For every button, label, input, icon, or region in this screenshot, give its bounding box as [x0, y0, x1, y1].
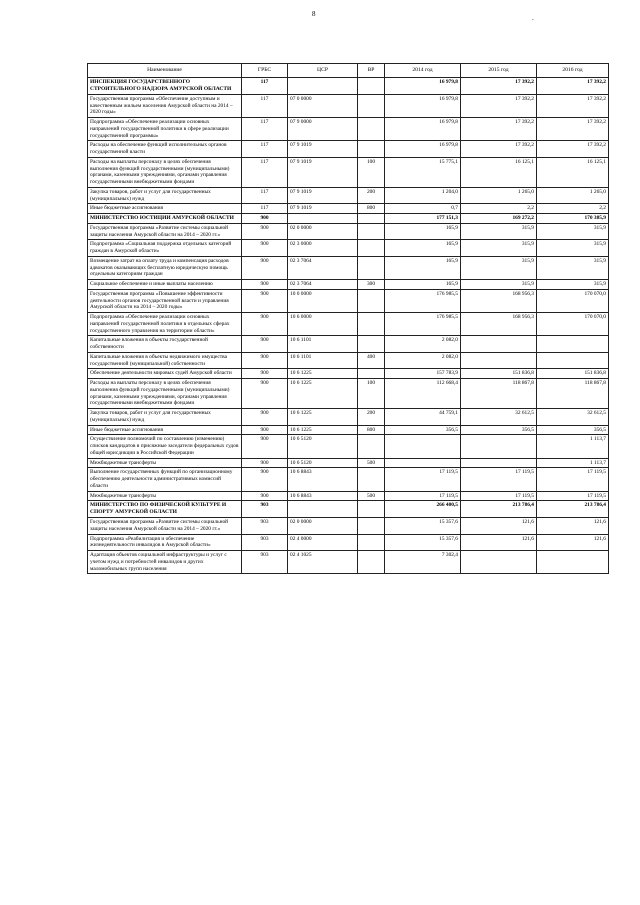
cell-vr	[358, 256, 385, 279]
cell-2016: 17 392,2	[537, 94, 609, 117]
cell-csr: 07 9 0000	[288, 118, 358, 141]
cell-2014: 157 783,9	[385, 369, 461, 379]
table-row	[88, 369, 609, 379]
cell-grbs: 900	[242, 313, 288, 336]
cell-vr: 100	[358, 157, 385, 187]
cell-grbs: 117	[242, 141, 288, 158]
cell-csr: 10 6 8843	[288, 468, 358, 491]
budget-table	[87, 63, 609, 574]
cell-2014: 7 302,4	[385, 551, 461, 574]
cell-csr: 10 6 1225	[288, 425, 358, 435]
cell-2014: 44 759,1	[385, 409, 461, 426]
table-row	[88, 425, 609, 435]
cell-name: Подпрограмма «Обеспечение реализации основных направлений государственной политики в сфере реализации государственной программы»	[88, 118, 242, 141]
cell-grbs: 903	[242, 518, 288, 535]
cell-2015: 169 272,2	[461, 214, 537, 224]
cell-2015: 2,2	[461, 204, 537, 214]
cell-vr: 800	[358, 425, 385, 435]
cell-name: Адаптация объектов социальной инфраструктуры и услуг с учетом нужд и потребностей инвалидов и других маломобильных групп населения	[88, 551, 242, 574]
cell-2016: 315,9	[537, 223, 609, 240]
cell-vr	[358, 78, 385, 95]
cell-csr: 07 9 1019	[288, 204, 358, 214]
cell-grbs: 900	[242, 435, 288, 458]
cell-grbs: 903	[242, 534, 288, 551]
cell-2016	[537, 551, 609, 574]
table-row	[88, 518, 609, 535]
cell-name: Капитальные вложения в объекты государственной собственности	[88, 336, 242, 353]
table-row	[88, 435, 609, 458]
cell-2014: 2 082,0	[385, 336, 461, 353]
cell-2015: 17 392,2	[461, 141, 537, 158]
cell-vr	[358, 518, 385, 535]
header-grbs: ГРБС	[242, 64, 288, 78]
header-2016: 2016 год	[537, 64, 609, 78]
cell-2015: 17 392,2	[461, 94, 537, 117]
cell-2016: 121,6	[537, 534, 609, 551]
cell-grbs: 900	[242, 468, 288, 491]
cell-2016: 356,5	[537, 425, 609, 435]
cell-vr: 300	[358, 280, 385, 290]
cell-name: Выполнение государственных функций по организационному обеспечению деятельности административных комиссий области	[88, 468, 242, 491]
cell-name: Межбюджетные трансферты	[88, 458, 242, 468]
cell-vr	[358, 369, 385, 379]
cell-2016: 118 867,8	[537, 379, 609, 409]
cell-vr: 100	[358, 379, 385, 409]
cell-name: Расходы на выплаты персоналу в целях обеспечения выполнения функций государственными (муниципальными) органами, казенными учреждениями, органами управления государственными внебюджетными фондами	[88, 379, 242, 409]
table-row	[88, 78, 609, 95]
cell-vr	[358, 336, 385, 353]
cell-name: Осуществление полномочий по составлению (изменению) списков кандидатов в присяжные заседатели федеральных судов общей юрисдикции в Российской Федерации	[88, 435, 242, 458]
cell-csr: 02 4 1025	[288, 551, 358, 574]
cell-name: МИНИСТЕРСТВО ЮСТИЦИИ АМУРСКОЙ ОБЛАСТИ	[88, 214, 242, 224]
cell-grbs: 117	[242, 204, 288, 214]
cell-name: Социальное обеспечение и иные выплаты населению	[88, 280, 242, 290]
cell-2014: 15 357,6	[385, 534, 461, 551]
cell-2014: 15 775,1	[385, 157, 461, 187]
corner-mark: .	[532, 14, 534, 22]
cell-2016: 17 119,5	[537, 468, 609, 491]
cell-2014: 2 082,0	[385, 352, 461, 369]
cell-csr: 10 6 8843	[288, 491, 358, 501]
cell-2015: 118 867,8	[461, 379, 537, 409]
cell-vr: 500	[358, 491, 385, 501]
cell-2015: 17 392,2	[461, 78, 537, 95]
cell-csr	[288, 214, 358, 224]
cell-name: Государственная программа «Повышение эффективности деятельности органов государственной власти и управления Амурской области на 2014 – 2020 годы»	[88, 289, 242, 312]
cell-csr	[288, 501, 358, 518]
header-2015: 2015 год	[461, 64, 537, 78]
cell-csr: 02 3 0000	[288, 240, 358, 257]
cell-2016: 32 612,5	[537, 409, 609, 426]
cell-csr: 07 9 1019	[288, 157, 358, 187]
cell-2015: 315,9	[461, 280, 537, 290]
header-vr: ВР	[358, 64, 385, 78]
table-row	[88, 468, 609, 491]
cell-2014: 165,9	[385, 240, 461, 257]
cell-vr: 200	[358, 187, 385, 204]
cell-2016: 170 070,0	[537, 313, 609, 336]
cell-2014: 17 119,5	[385, 491, 461, 501]
cell-2016: 1 113,7	[537, 435, 609, 458]
cell-vr	[358, 501, 385, 518]
cell-2015: 16 125,1	[461, 157, 537, 187]
cell-2014: 177 151,3	[385, 214, 461, 224]
cell-grbs: 900	[242, 214, 288, 224]
cell-grbs: 900	[242, 369, 288, 379]
cell-grbs: 117	[242, 187, 288, 204]
cell-2015: 168 956,3	[461, 289, 537, 312]
cell-2016: 17 392,2	[537, 118, 609, 141]
cell-2016: 170 385,9	[537, 214, 609, 224]
cell-vr	[358, 223, 385, 240]
cell-2016: 315,9	[537, 280, 609, 290]
cell-2014: 356,5	[385, 425, 461, 435]
cell-grbs: 900	[242, 289, 288, 312]
table-row	[88, 94, 609, 117]
cell-vr: 400	[358, 352, 385, 369]
cell-name: Государственная программа «Развитие системы социальной защиты населения Амурской области на 2014 – 2020 гг.»	[88, 223, 242, 240]
cell-2016: 1 113,7	[537, 458, 609, 468]
cell-name: Государственная программа «Обеспечение доступным и качественным жильем населения Амурской области на 2014 – 2020 годы»	[88, 94, 242, 117]
cell-name: Обеспечение деятельности мировых судей Амурской области	[88, 369, 242, 379]
table-row	[88, 491, 609, 501]
cell-name: Иные бюджетные ассигнования	[88, 425, 242, 435]
cell-2014	[385, 458, 461, 468]
cell-grbs: 117	[242, 78, 288, 95]
cell-2015	[461, 352, 537, 369]
table-row	[88, 289, 609, 312]
header-2014: 2014 год	[385, 64, 461, 78]
cell-name: Подпрограмма «Социальная поддержка отдельных категорий граждан в Амурской области»	[88, 240, 242, 257]
table-row	[88, 458, 609, 468]
cell-vr: 500	[358, 458, 385, 468]
cell-2015	[461, 458, 537, 468]
cell-name: Закупка товаров, работ и услуг для государственных (муниципальных) нужд	[88, 409, 242, 426]
cell-grbs: 900	[242, 223, 288, 240]
cell-2014: 16 979,8	[385, 94, 461, 117]
cell-vr	[358, 435, 385, 458]
cell-2014: 15 357,6	[385, 518, 461, 535]
table-row	[88, 204, 609, 214]
cell-csr: 02 3 7064	[288, 256, 358, 279]
cell-2015: 121,6	[461, 534, 537, 551]
cell-csr: 10 6 5120	[288, 458, 358, 468]
cell-csr: 10 0 0000	[288, 289, 358, 312]
table-row	[88, 280, 609, 290]
table-row	[88, 501, 609, 518]
table-row	[88, 534, 609, 551]
cell-grbs: 900	[242, 336, 288, 353]
cell-2015: 315,9	[461, 240, 537, 257]
cell-csr: 10 6 1225	[288, 409, 358, 426]
table-row	[88, 256, 609, 279]
cell-2014: 165,9	[385, 223, 461, 240]
cell-2014: 16 979,8	[385, 78, 461, 95]
cell-name: Иные бюджетные ассигнования	[88, 204, 242, 214]
cell-csr: 10 6 5120	[288, 435, 358, 458]
cell-vr	[358, 240, 385, 257]
table-row	[88, 352, 609, 369]
cell-2014: 176 985,5	[385, 289, 461, 312]
cell-2015: 1 265,0	[461, 187, 537, 204]
cell-2015	[461, 336, 537, 353]
cell-2016: 1 265,0	[537, 187, 609, 204]
cell-2014: 165,9	[385, 256, 461, 279]
cell-vr	[358, 468, 385, 491]
cell-2016: 213 786,4	[537, 501, 609, 518]
cell-2015: 213 786,4	[461, 501, 537, 518]
cell-grbs: 900	[242, 491, 288, 501]
cell-grbs: 900	[242, 352, 288, 369]
cell-grbs: 900	[242, 458, 288, 468]
table-row	[88, 551, 609, 574]
cell-vr	[358, 118, 385, 141]
cell-csr: 02 0 0000	[288, 518, 358, 535]
cell-2016: 315,9	[537, 240, 609, 257]
cell-2016: 2,2	[537, 204, 609, 214]
cell-2015: 315,9	[461, 223, 537, 240]
cell-2015	[461, 435, 537, 458]
cell-csr: 07 9 1019	[288, 141, 358, 158]
header-name: Наименование	[88, 64, 242, 78]
cell-2016: 315,9	[537, 256, 609, 279]
table-row	[88, 118, 609, 141]
cell-2016: 17 119,5	[537, 491, 609, 501]
cell-grbs: 900	[242, 409, 288, 426]
cell-grbs: 900	[242, 379, 288, 409]
cell-csr: 10 6 1225	[288, 379, 358, 409]
cell-2015: 168 956,3	[461, 313, 537, 336]
cell-name: Возмещение затрат на оплату труда и компенсация расходов адвокатов оказывающих бесплатную юридическую помощь отдельным категориям граждан	[88, 256, 242, 279]
cell-name: МИНИСТЕРСТВО ПО ФИЗИЧЕСКОЙ КУЛЬТУРЕ И СПОРТУ АМУРСКОЙ ОБЛАСТИ	[88, 501, 242, 518]
cell-2016	[537, 352, 609, 369]
cell-csr: 10 6 1101	[288, 352, 358, 369]
cell-grbs: 900	[242, 256, 288, 279]
cell-grbs: 900	[242, 425, 288, 435]
cell-2014: 165,9	[385, 280, 461, 290]
cell-grbs: 900	[242, 280, 288, 290]
cell-csr: 10 6 1101	[288, 336, 358, 353]
cell-2014: 16 979,8	[385, 141, 461, 158]
page-number: 8	[312, 10, 316, 18]
cell-csr: 07 0 0000	[288, 94, 358, 117]
cell-csr	[288, 78, 358, 95]
cell-2016: 151 836,8	[537, 369, 609, 379]
cell-2015: 17 392,2	[461, 118, 537, 141]
cell-name: Государственная программа «Развитие системы социальной защиты населения Амурской области на 2014 – 2020 гг.»	[88, 518, 242, 535]
cell-csr: 10 6 1225	[288, 369, 358, 379]
cell-name: ИНСПЕКЦИЯ ГОСУДАРСТВЕННОГО СТРОИТЕЛЬНОГО НАДЗОРА АМУРСКОЙ ОБЛАСТИ	[88, 78, 242, 95]
cell-2015: 32 612,5	[461, 409, 537, 426]
cell-2014: 0,7	[385, 204, 461, 214]
cell-2015: 151 836,8	[461, 369, 537, 379]
cell-2016: 17 392,2	[537, 78, 609, 95]
cell-csr: 02 0 0000	[288, 223, 358, 240]
cell-2015: 315,9	[461, 256, 537, 279]
cell-vr	[358, 313, 385, 336]
cell-vr	[358, 534, 385, 551]
cell-name: Подпрограмма «Реабилитация и обеспечение жизнедеятельности инвалидов в Амурской области»	[88, 534, 242, 551]
cell-grbs: 903	[242, 501, 288, 518]
table-row	[88, 214, 609, 224]
cell-2016	[537, 336, 609, 353]
cell-2014: 17 119,5	[385, 468, 461, 491]
cell-vr: 200	[358, 409, 385, 426]
cell-csr: 02 3 7064	[288, 280, 358, 290]
table-row	[88, 223, 609, 240]
cell-name: Межбюджетные трансферты	[88, 491, 242, 501]
cell-vr	[358, 551, 385, 574]
table-row	[88, 379, 609, 409]
cell-2014: 112 668,4	[385, 379, 461, 409]
cell-grbs: 903	[242, 551, 288, 574]
table-row	[88, 187, 609, 204]
cell-name: Закупка товаров, работ и услуг для государственных (муниципальных) нужд	[88, 187, 242, 204]
table-row	[88, 240, 609, 257]
cell-grbs: 117	[242, 118, 288, 141]
cell-grbs: 900	[242, 240, 288, 257]
header-csr: ЦСР	[288, 64, 358, 78]
cell-name: Капитальные вложения в объекты недвижимого имущества государственной (муниципальной) собственности	[88, 352, 242, 369]
table-row	[88, 336, 609, 353]
cell-2014: 1 204,0	[385, 187, 461, 204]
table-header-row	[88, 64, 609, 78]
cell-name: Подпрограмма «Обеспечение реализации основных направлений государственной политики в отдельных сферах государственного управления на территории области»	[88, 313, 242, 336]
cell-2015	[461, 551, 537, 574]
cell-2014	[385, 435, 461, 458]
cell-vr	[358, 289, 385, 312]
cell-2016: 170 070,0	[537, 289, 609, 312]
cell-csr: 07 9 1019	[288, 187, 358, 204]
table-row	[88, 409, 609, 426]
cell-2014: 266 400,5	[385, 501, 461, 518]
cell-2014: 176 985,5	[385, 313, 461, 336]
cell-2015: 17 119,5	[461, 491, 537, 501]
cell-csr: 02 4 0000	[288, 534, 358, 551]
cell-name: Расходы на выплаты персоналу в целях обеспечения выполнения функций государственными (муниципальными) органами, казенными учреждениями, органами управления государственными внебюджетными фондами	[88, 157, 242, 187]
table-row	[88, 141, 609, 158]
cell-vr: 800	[358, 204, 385, 214]
cell-vr	[358, 214, 385, 224]
table-row	[88, 313, 609, 336]
cell-name: Расходы на обеспечение функций исполнительных органов государственной власти	[88, 141, 242, 158]
cell-grbs: 117	[242, 94, 288, 117]
table-row	[88, 157, 609, 187]
cell-2016: 17 392,2	[537, 141, 609, 158]
cell-2015: 121,6	[461, 518, 537, 535]
cell-vr	[358, 141, 385, 158]
cell-2015: 17 119,5	[461, 468, 537, 491]
cell-2014: 16 979,8	[385, 118, 461, 141]
cell-2015: 356,5	[461, 425, 537, 435]
cell-csr: 10 6 0000	[288, 313, 358, 336]
cell-2016: 121,6	[537, 518, 609, 535]
cell-grbs: 117	[242, 157, 288, 187]
cell-2016: 16 125,1	[537, 157, 609, 187]
cell-vr	[358, 94, 385, 117]
